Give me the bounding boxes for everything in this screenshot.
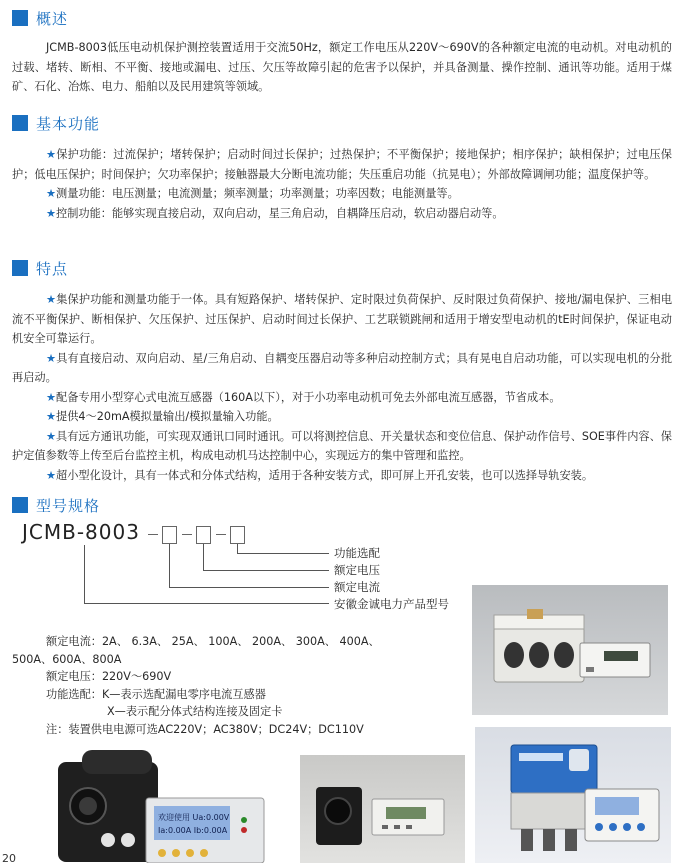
section-marker-icon	[12, 115, 28, 131]
model-code-diagram	[22, 520, 472, 620]
leader-line	[84, 603, 329, 604]
screen-line1: 欢迎使用 Ua:0.00V	[158, 813, 230, 822]
list-item: ★具有远方通讯功能，可实现双通讯口同时通讯。可以将测控信息、开关量状态和变位信息、保护动作信号、SOE事件内容、保护定值参数等上传至后台监控主机，构成电动机马达控制中心，实现远方的集中管理和监控。	[12, 429, 672, 462]
product-image	[472, 585, 668, 715]
section-marker-icon	[12, 497, 28, 513]
list-item: ★超小型化设计，具有一体式和分体式结构，适用于各种安装方式，即可屏上开孔安装，也可以选择导轨安装。	[46, 468, 594, 482]
spec-option-k: 功能选配：K—表示选配漏电零序电流互感器	[46, 687, 266, 701]
star-icon: ★	[46, 468, 57, 482]
code-dash	[148, 534, 158, 535]
section-marker-icon	[12, 260, 28, 276]
star-icon: ★	[46, 429, 57, 443]
section-header-functions	[12, 113, 100, 133]
section-title: 概述	[36, 9, 69, 28]
star-icon: ★	[46, 206, 57, 220]
product-image	[475, 727, 671, 863]
spec-power-note: 注：装置供电电源可选AC220V；AC380V；DC24V；DC110V	[46, 722, 364, 736]
spec-option-x: X—表示配分体式结构连接及固定卡	[107, 705, 283, 718]
model-code: JCMB-8003	[22, 520, 140, 544]
list-item: ★集保护功能和测量功能于一体。具有短路保护、堵转保护、定时限过负荷保护、反时限过负荷保护、接地/漏电保护、三相电流不平衡保护、断相保护、欠压保护、过压保护、启动时间过长保护、工艺联锁跳闸和适用于增安型电动机的tE时间保护，保证电动机安全可靠运行。	[12, 293, 673, 345]
spec-current-line1: 额定电流：2A、 6.3A、 25A、 100A、 200A、 300A、 400A、	[46, 635, 380, 648]
star-icon: ★	[46, 410, 57, 423]
star-icon: ★	[46, 390, 57, 404]
section-title: 特点	[36, 259, 69, 278]
label-product-model: 安徽金诚电力产品型号	[334, 597, 449, 611]
leader-line	[203, 544, 204, 571]
section-header-features	[12, 258, 68, 278]
product-photo-compact	[300, 755, 465, 863]
section-header-overview	[12, 8, 68, 28]
spec-current-line2: 500A、600A、800A	[12, 652, 122, 666]
list-item: ★测量功能：电压测量；电流测量；频率测量；功率测量；功率因数；电能测量等。	[46, 187, 459, 200]
product-photo-din	[475, 727, 671, 863]
code-dash	[182, 534, 192, 535]
section-title: 基本功能	[36, 114, 101, 133]
product-image	[30, 748, 270, 863]
list-item: ★具有直接启动、双向启动、星/三角启动、自耦变压器启动等多种启动控制方式；具有晃电自启动功能，可以实现电机的分批再启动。	[12, 351, 673, 384]
leader-line	[237, 553, 329, 554]
star-icon: ★	[46, 293, 57, 306]
spec-block	[12, 633, 467, 738]
leader-line	[84, 545, 85, 604]
star-icon: ★	[46, 351, 57, 365]
overview-paragraph	[12, 38, 672, 97]
star-icon: ★	[46, 187, 57, 200]
label-rated-current: 额定电流	[334, 580, 380, 594]
leader-line	[169, 587, 329, 588]
section-header-model	[12, 495, 100, 515]
code-box-voltage	[196, 526, 211, 544]
leader-line	[203, 570, 329, 571]
function-list	[12, 145, 672, 223]
section-title: 型号规格	[36, 496, 101, 515]
star-icon: ★	[46, 148, 57, 161]
spec-voltage: 额定电压：220V～690V	[46, 670, 172, 683]
product-image	[300, 755, 465, 863]
feature-list	[12, 290, 672, 485]
overview-text: JCMB-8003低压电动机保护测控装置适用于交流50Hz，额定工作电压从220V～690V的各种额定电流的电动机。对电动机的过载、堵转、断相、不平衡、接地或漏电、过压、欠压等故障引起的危害予以保护，并具备测量、操作控制、通讯等功能。适用于煤矿、石化、冶炼、电力、船舶以及民用建筑等领域。	[12, 41, 672, 93]
list-item: ★控制功能：能够实现直接启动，双向启动，星三角启动，自耦降压启动，软启动器启动等。	[46, 206, 504, 220]
product-photo-split	[472, 585, 668, 715]
leader-line	[169, 544, 170, 588]
code-dash	[216, 534, 226, 535]
screen-line2: Ia:0.00A Ib:0.00A	[158, 826, 228, 835]
code-box-current	[162, 526, 177, 544]
page-number: 20	[2, 852, 16, 865]
label-rated-voltage: 额定电压	[334, 563, 380, 577]
section-marker-icon	[12, 10, 28, 26]
label-function-option: 功能选配	[334, 546, 380, 560]
product-photo-panel	[30, 748, 270, 863]
list-item: ★提供4～20mA模拟量输出/模拟量输入功能。	[46, 410, 279, 423]
code-box-function	[230, 526, 245, 544]
list-item: ★保护功能：过流保护；堵转保护；启动时间过长保护；过热保护；不平衡保护；接地保护；相序保护；缺相保护；过电压保护；低电压保护；时间保护；欠功率保护；接触器最大分断电流功能；失压重启功能（抗晃电）；外部故障调闸功能；温度保护等。	[12, 148, 672, 181]
list-item: ★配备专用小型穿心式电流互感器（160A以下），对于小功率电动机可免去外部电流互感器，节省成本。	[46, 390, 561, 404]
